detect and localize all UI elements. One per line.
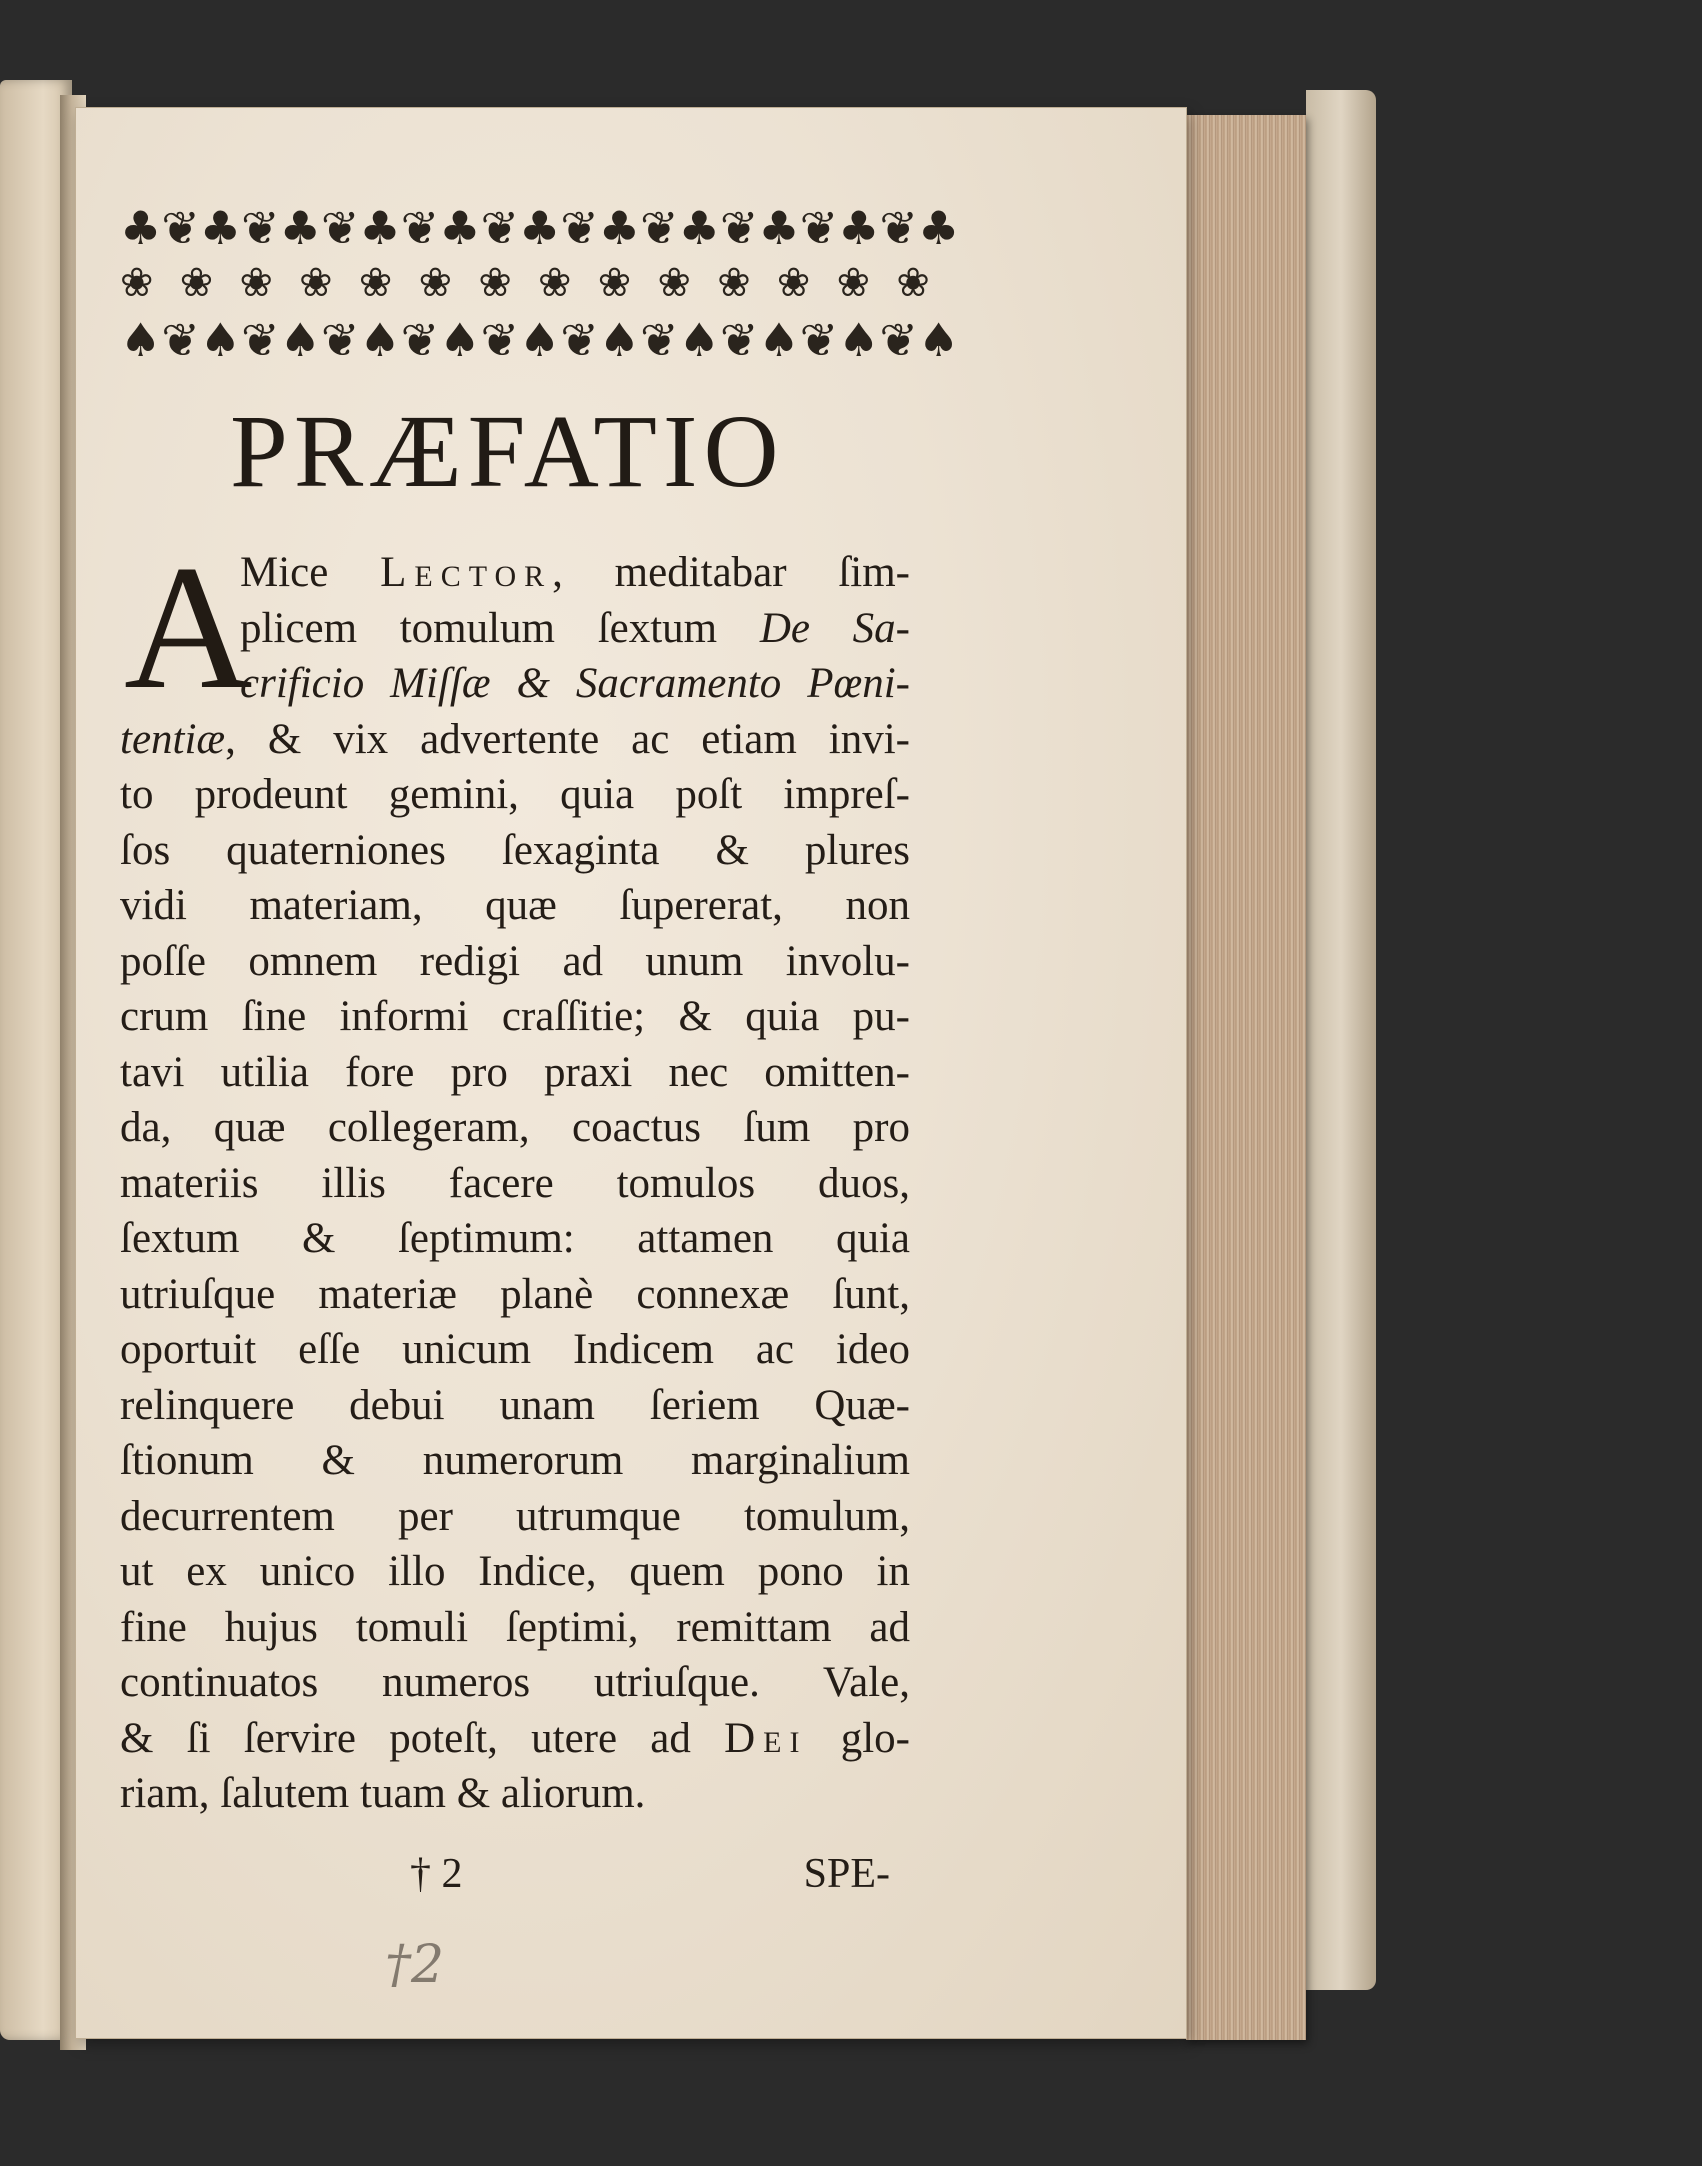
ornament-glyph-row3-3: ❦ bbox=[241, 313, 280, 367]
text-line-18: decurrentem per utrumque tomulum, bbox=[120, 1492, 910, 1540]
text-line-22: & ſi ſervire poteſt, utere ad Dei glo- bbox=[120, 1714, 910, 1762]
ornament-glyph-row3-18: ♠ bbox=[838, 313, 880, 367]
ornament-glyph-row1-4: ♣ bbox=[279, 201, 321, 255]
ornament-glyph-row2-9: ❀ bbox=[657, 260, 691, 306]
text-line-21: continuatos numeros utriuſque. Vale, bbox=[120, 1659, 910, 1706]
ornament-glyph-row3-2: ♠ bbox=[199, 313, 242, 367]
ornament-glyph-row1-18: ♣ bbox=[838, 201, 880, 255]
signature-mark: † 2 bbox=[410, 1851, 463, 1897]
ornament-glyph-row2-2: ❀ bbox=[239, 260, 273, 306]
ornament-glyph-row1-12: ♣ bbox=[598, 201, 641, 255]
pencil-annotation: †2 bbox=[385, 1935, 445, 1995]
page-block-edges bbox=[1186, 115, 1306, 2040]
ornament-glyph-row1-11: ❦ bbox=[560, 201, 599, 255]
ornament-row-bottom bbox=[120, 313, 960, 367]
text-line-3: crificio Miſſæ & Sacramento Pœni- bbox=[240, 660, 910, 707]
ornament-glyph-row1-8: ♣ bbox=[439, 201, 481, 255]
ornament-glyph-row1-13: ❦ bbox=[640, 201, 679, 255]
ornament-glyph-row1-5: ❦ bbox=[320, 201, 360, 255]
ornament-glyph-row3-19: ❦ bbox=[879, 313, 918, 367]
text-line-11: da, quæ collegeram, coactus ſum pro bbox=[120, 1104, 910, 1151]
cover-edge bbox=[1306, 90, 1376, 1990]
ornament-glyph-row3-10: ♠ bbox=[518, 313, 561, 367]
ornament-glyph-row2-11: ❀ bbox=[776, 260, 811, 306]
text-line-8: poſſe omnem redigi ad unum involu- bbox=[120, 937, 910, 985]
text-line-9: crum ſine informi craſſitie; & quia pu- bbox=[120, 993, 910, 1040]
text-line-19: ut ex unico illo Indice, quem pono in bbox=[120, 1548, 910, 1595]
ornament-glyph-row1-10: ♣ bbox=[518, 201, 561, 255]
ornament-glyph-row3-0: ♠ bbox=[120, 313, 162, 367]
ornament-glyph-row3-11: ❦ bbox=[560, 313, 599, 367]
ornament-glyph-row3-1: ❦ bbox=[161, 313, 200, 367]
ornament-glyph-row3-14: ♠ bbox=[678, 313, 720, 367]
text-line-6: ſos quaterniones ſexaginta & plures bbox=[120, 826, 910, 874]
ornament-glyph-row2-1: ❀ bbox=[179, 260, 214, 306]
page-title: PRÆFATIO bbox=[230, 394, 785, 509]
text-line-4: tentiæ, & vix advertente ac etiam invi- bbox=[120, 715, 910, 763]
ornament-glyph-row1-7: ❦ bbox=[400, 201, 440, 255]
text-line-17: ſtionum & numerorum marginalium bbox=[120, 1437, 910, 1484]
ornament-glyph-row3-6: ♠ bbox=[359, 313, 401, 367]
ornament-glyph-row2-5: ❀ bbox=[418, 260, 453, 306]
lector-smallcaps: Lector bbox=[380, 549, 553, 596]
text-line-10: tavi utilia fore pro praxi nec omitten- bbox=[120, 1048, 910, 1096]
text-line-2: plicem tomulum ſextum De Sa- bbox=[240, 604, 910, 652]
page-footer bbox=[410, 1850, 890, 1910]
ornament-glyph-row3-15: ❦ bbox=[719, 313, 759, 367]
ornament-glyph-row1-9: ❦ bbox=[480, 201, 519, 255]
text-line-1: Mice Lector, meditabar ſim- bbox=[240, 549, 910, 596]
dei-smallcaps: Dei bbox=[724, 1714, 808, 1762]
ornament-glyph-row3-8: ♠ bbox=[439, 313, 481, 367]
ornament-glyph-row3-16: ♠ bbox=[758, 313, 800, 367]
ornament-glyph-row3-13: ❦ bbox=[640, 313, 679, 367]
text-line-20: fine hujus tomuli ſeptimi, remittam ad bbox=[120, 1603, 910, 1651]
ornament-glyph-row3-17: ❦ bbox=[799, 313, 839, 367]
ornament-glyph-row1-19: ❦ bbox=[879, 201, 918, 255]
catchword: SPE- bbox=[803, 1851, 890, 1897]
ornament-glyph-row2-8: ❀ bbox=[597, 260, 632, 306]
ornament-row-top bbox=[120, 201, 960, 255]
ornament-glyph-row1-14: ♣ bbox=[678, 201, 720, 255]
text-line-23: riam, ſalutem tuam & aliorum. bbox=[120, 1770, 646, 1817]
ornament-glyph-row3-5: ❦ bbox=[320, 313, 360, 367]
ornament-glyph-row1-17: ❦ bbox=[799, 201, 839, 255]
ornament-glyph-row2-4: ❀ bbox=[358, 260, 393, 306]
ornament-glyph-row1-0: ♣ bbox=[120, 201, 162, 255]
preface-text bbox=[120, 545, 910, 1822]
ornament-glyph-row2-6: ❀ bbox=[478, 260, 512, 306]
ornament-glyph-row1-2: ♣ bbox=[199, 201, 242, 255]
ornament-glyph-row3-12: ♠ bbox=[598, 313, 641, 367]
ornament-row-middle bbox=[120, 260, 930, 306]
ornament-glyph-row1-1: ❦ bbox=[161, 201, 200, 255]
ornament-glyph-row2-10: ❀ bbox=[717, 260, 751, 306]
headpiece-ornament bbox=[120, 201, 960, 375]
text-line-12: materiis illis facere tomulos duos, bbox=[120, 1159, 910, 1207]
drop-capital: A bbox=[124, 528, 253, 726]
ornament-glyph-row3-20: ♠ bbox=[917, 313, 960, 367]
text-line-14: utriuſque materiæ planè connexæ ſunt, bbox=[120, 1270, 910, 1318]
ornament-glyph-row3-4: ♠ bbox=[279, 313, 321, 367]
text-line-7: vidi materiam, quæ ſupererat, non bbox=[120, 882, 910, 929]
ornament-glyph-row1-15: ❦ bbox=[719, 201, 759, 255]
ornament-glyph-row1-3: ❦ bbox=[241, 201, 280, 255]
ornament-glyph-row2-12: ❀ bbox=[836, 260, 871, 306]
ornament-glyph-row2-7: ❀ bbox=[538, 260, 572, 306]
text-line-5: to prodeunt gemini, quia poſt impreſ- bbox=[120, 771, 910, 818]
ornament-glyph-row1-20: ♣ bbox=[917, 201, 960, 255]
ornament-glyph-row1-6: ♣ bbox=[359, 201, 401, 255]
ornament-glyph-row2-0: ❀ bbox=[120, 260, 154, 306]
text-line-15: oportuit eſſe unicum Indicem ac ideo bbox=[120, 1326, 910, 1373]
ornament-glyph-row2-3: ❀ bbox=[299, 260, 333, 306]
ornament-glyph-row3-7: ❦ bbox=[400, 313, 440, 367]
ornament-glyph-row2-13: ❀ bbox=[896, 260, 930, 306]
ornament-glyph-row1-16: ♣ bbox=[758, 201, 800, 255]
ornament-glyph-row3-9: ❦ bbox=[480, 313, 519, 367]
text-line-16: relinquere debui unam ſeriem Quæ- bbox=[120, 1381, 910, 1429]
text-line-13: ſextum & ſeptimum: attamen quia bbox=[120, 1215, 910, 1262]
